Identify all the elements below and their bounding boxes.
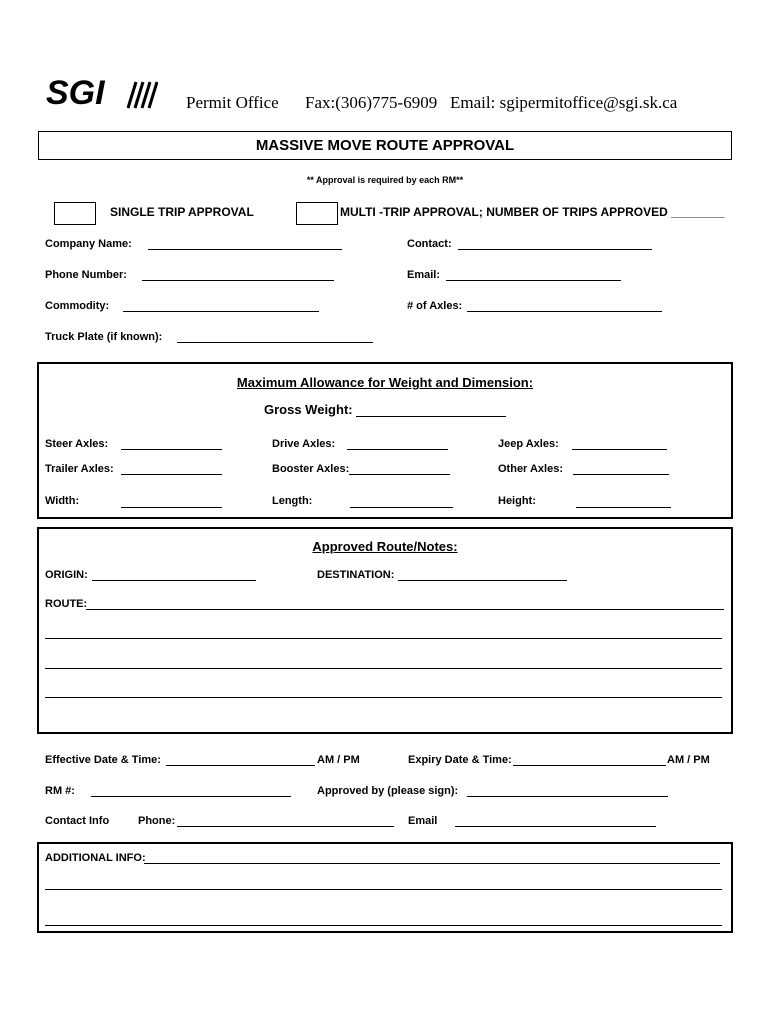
additional-info-field[interactable]	[144, 863, 720, 864]
route-field[interactable]	[86, 609, 724, 610]
width-field[interactable]	[121, 507, 222, 508]
gross-weight-label: Gross Weight:	[264, 402, 353, 417]
height-label: Height:	[498, 495, 536, 507]
expiry-date-field[interactable]	[513, 765, 666, 766]
multi-trip-checkbox[interactable]	[296, 202, 338, 225]
width-label: Width:	[45, 495, 80, 507]
height-field[interactable]	[576, 507, 671, 508]
logo-text: SGI	[46, 76, 105, 110]
permit-office-label: Permit Office	[186, 93, 279, 112]
additional-info-line-3[interactable]	[45, 925, 722, 926]
office-email: Email: sgipermitoffice@sgi.sk.ca	[450, 93, 678, 112]
fax-number: Fax:(306)775-6909	[305, 93, 438, 112]
allowance-heading: Maximum Allowance for Weight and Dimension:	[236, 375, 534, 390]
drive-axles-field[interactable]	[347, 449, 448, 450]
num-axles-label: # of Axles:	[407, 300, 463, 312]
expiry-am-pm: AM / PM	[667, 754, 710, 766]
rm-number-field[interactable]	[91, 796, 291, 797]
route-section	[37, 527, 733, 734]
contact-phone-label: Phone:	[138, 815, 176, 827]
other-axles-label: Other Axles:	[498, 463, 564, 475]
company-name-field[interactable]	[148, 249, 342, 250]
expiry-date-label: Expiry Date & Time:	[408, 754, 512, 766]
approved-by-label: Approved by (please sign):	[317, 785, 459, 797]
multi-trip-label: MULTI -TRIP APPROVAL; NUMBER OF TRIPS APPROVED ________	[340, 205, 725, 219]
phone-number-label: Phone Number:	[45, 269, 127, 281]
origin-label: ORIGIN:	[45, 569, 88, 581]
email-field[interactable]	[446, 280, 621, 281]
company-name-label: Company Name:	[45, 238, 132, 250]
effective-am-pm: AM / PM	[317, 754, 360, 766]
route-line-4[interactable]	[45, 697, 722, 698]
num-axles-field[interactable]	[467, 311, 662, 312]
jeep-axles-label: Jeep Axles:	[498, 438, 559, 450]
destination-field[interactable]	[398, 580, 567, 581]
additional-info-line-2[interactable]	[45, 889, 722, 890]
effective-date-field[interactable]	[166, 765, 315, 766]
steer-axles-field[interactable]	[121, 449, 222, 450]
approval-note: ** Approval is required by each RM**	[306, 175, 464, 185]
route-heading: Approved Route/Notes:	[312, 539, 458, 554]
trailer-axles-field[interactable]	[121, 474, 222, 475]
route-line-3[interactable]	[45, 668, 722, 669]
contact-email-label: Email	[408, 815, 438, 827]
title-box	[38, 131, 732, 160]
contact-info-label: Contact Info	[45, 815, 110, 827]
jeep-axles-field[interactable]	[572, 449, 667, 450]
destination-label: DESTINATION:	[317, 569, 395, 581]
steer-axles-label: Steer Axles:	[45, 438, 109, 450]
rm-number-label: RM #:	[45, 785, 75, 797]
additional-info-label: ADDITIONAL INFO:	[45, 852, 146, 864]
route-line-2[interactable]	[45, 638, 722, 639]
truck-plate-field[interactable]	[177, 342, 373, 343]
length-label: Length:	[272, 495, 313, 507]
contact-label: Contact:	[407, 238, 452, 250]
commodity-field[interactable]	[123, 311, 319, 312]
trailer-axles-label: Trailer Axles:	[45, 463, 114, 475]
single-trip-checkbox[interactable]	[54, 202, 96, 225]
single-trip-label: SINGLE TRIP APPROVAL	[110, 205, 254, 219]
effective-date-label: Effective Date & Time:	[45, 754, 161, 766]
truck-plate-label: Truck Plate (if known):	[45, 331, 163, 343]
commodity-label: Commodity:	[45, 300, 110, 312]
contact-phone-field[interactable]	[177, 826, 394, 827]
drive-axles-label: Drive Axles:	[272, 438, 336, 450]
other-axles-field[interactable]	[573, 474, 669, 475]
booster-axles-field[interactable]	[349, 474, 450, 475]
route-label: ROUTE:	[45, 598, 88, 610]
approved-by-field[interactable]	[467, 796, 668, 797]
booster-axles-label: Booster Axles:	[272, 463, 350, 475]
email-label: Email:	[407, 269, 441, 281]
origin-field[interactable]	[92, 580, 256, 581]
contact-field[interactable]	[458, 249, 652, 250]
phone-number-field[interactable]	[142, 280, 334, 281]
gross-weight-field[interactable]	[356, 416, 506, 417]
form-title: MASSIVE MOVE ROUTE APPROVAL	[255, 137, 515, 154]
contact-email-field[interactable]	[455, 826, 656, 827]
sgi-logo	[46, 76, 158, 110]
length-field[interactable]	[350, 507, 453, 508]
